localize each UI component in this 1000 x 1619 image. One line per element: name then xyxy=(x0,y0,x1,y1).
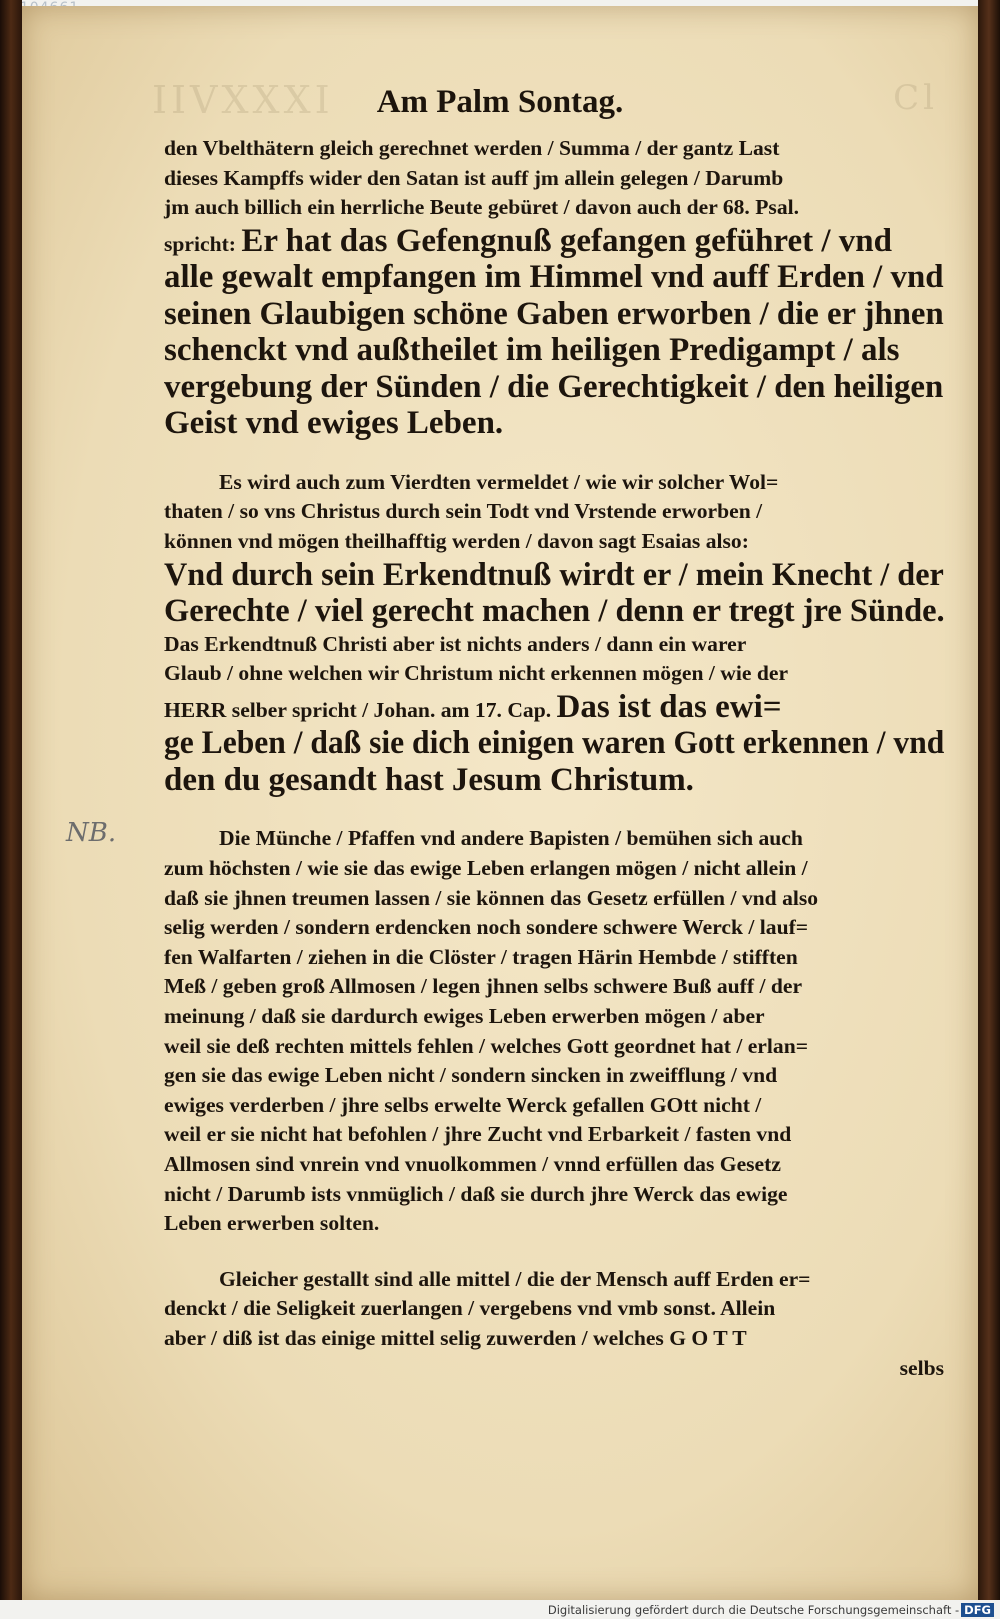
text-line: Das Erkendtnuß Christi aber ist nichts anders / dann ein warer xyxy=(164,631,747,656)
text-line: Glaub / ohne welchen wir Christum nicht erkennen mögen / wie der xyxy=(164,661,789,686)
text-line: den Vbelthätern gleich gerechnet werden / Summa / der gantz Last xyxy=(164,136,780,160)
text-line: ge Leben / daß sie dich einigen waren Gott erkennen / vnd xyxy=(164,725,945,762)
text-line: Allmosen sind vnrein vnd vnuolkommen / vnnd erfüllen das Gesetz xyxy=(164,1151,781,1176)
paragraph xyxy=(164,824,944,1238)
paragraph-gap xyxy=(164,1239,944,1265)
text-run-small: spricht: xyxy=(164,231,242,256)
text-run-small: HERR selber spricht / Johan. am 17. Cap. xyxy=(164,697,557,722)
text-line: alle gewalt empfangen im Himmel vnd auff Erden / vnd xyxy=(164,259,944,296)
text-line: den du gesandt hast Jesum Christum. xyxy=(164,761,694,798)
text-line: können vnd mögen theilhafftig werden / davon sagt Esaias also: xyxy=(164,529,749,554)
running-head: Am Palm Sontag. xyxy=(376,84,624,120)
text-line: aber / diß ist das einige mittel selig zuwerden / welches G O T T xyxy=(164,1325,747,1350)
text-line: nicht / Darumb ists vnmüglich / daß sie durch jhre Werck das ewige xyxy=(164,1181,788,1206)
paragraph xyxy=(164,468,944,799)
text-line: zum höchsten / wie sie das ewige Leben erlangen mögen / nicht allein / xyxy=(164,856,808,881)
text-line xyxy=(164,689,944,726)
text-line: denckt / die Seligkeit zuerlangen / vergebens vnd vmb sonst. Allein xyxy=(164,1296,776,1321)
dfg-logo: DFG xyxy=(961,1603,994,1617)
scan-bottom-strip xyxy=(0,1605,560,1619)
text-line: Gerechte / viel gerecht machen / denn er tregt jre Sünde. xyxy=(164,593,945,630)
show-through-text: Cl xyxy=(893,78,938,118)
paragraph xyxy=(164,1265,944,1383)
text-line: schenckt vnd außtheilet im heiligen Predigampt / als xyxy=(164,332,900,369)
text-run-large: Das ist das ewi= xyxy=(556,688,782,725)
show-through-folio: IIVXXXI xyxy=(152,78,334,122)
text-line: fen Walfarten / ziehen in die Clöster / tragen Härin Hembde / stifften xyxy=(164,944,798,969)
text-line: selig werden / sondern erdencken noch sondere schwere Werck / lauf= xyxy=(164,915,809,940)
text-line: weil er sie nicht hat befohlen / jhre Zucht vnd Erbarkeit / fasten vnd xyxy=(164,1122,792,1147)
paragraph-gap xyxy=(164,442,944,468)
text-line: Gleicher gestallt sind alle mittel / die der Mensch auff Erden er= xyxy=(219,1266,811,1291)
text-line xyxy=(164,223,944,260)
text-line: thaten / so vns Christus durch sein Todt vnd Vrstende erworben / xyxy=(164,499,763,524)
book-page xyxy=(22,6,978,1600)
text-run-large: Er hat das Gefengnuß gefangen geführet / vnd xyxy=(241,222,892,259)
text-line: Vnd durch sein Erkendtnuß wirdt er / mein Knecht / der xyxy=(164,556,944,593)
digitization-credit xyxy=(548,1603,994,1617)
text-line: ewiges verderben / jhre selbs erwelte Werck gefallen GOtt nicht / xyxy=(164,1092,762,1117)
text-line: dieses Kampffs wider den Satan ist auff jm allein gelegen / Darumb xyxy=(164,165,784,190)
credit-text: Digitalisierung gefördert durch die Deutsche Forschungsgemeinschaft - xyxy=(547,1603,960,1617)
text-line: Leben erwerben solten. xyxy=(164,1211,380,1236)
marginal-note: NB. xyxy=(66,818,117,848)
paragraph xyxy=(164,134,944,442)
text-line: selbs xyxy=(899,1355,944,1380)
text-line: Meß / geben groß Allmosen / legen jhnen selbs schwere Buß auff / der xyxy=(164,974,803,999)
paragraph-gap xyxy=(164,798,944,824)
text-line: vergebung der Sünden / die Gerechtigkeit / den heiligen xyxy=(164,368,944,405)
text-line: gen sie das ewige Leben nicht / sondern sincken in zweifflung / vnd xyxy=(164,1063,778,1088)
text-line: jm auch billich ein herrliche Beute gebüret / davon auch der 68. Psal. xyxy=(164,195,800,220)
book-edge-right xyxy=(978,0,1000,1600)
text-line: daß sie jhnen treumen lassen / sie können das Gesetz erfüllen / vnd also xyxy=(164,885,819,910)
text-line: Geist vnd ewiges Leben. xyxy=(164,405,504,442)
text-line: meinung / daß sie dardurch ewiges Leben erwerben mögen / aber xyxy=(164,1004,765,1028)
text-line: seinen Glaubigen schöne Gaben erworben / die er jhnen xyxy=(164,295,944,332)
book-edge-left xyxy=(0,0,22,1600)
text-line: Es wird auch zum Vierdten vermeldet / wie wir solcher Wol= xyxy=(219,469,779,494)
page-body-text xyxy=(164,134,944,1383)
text-line: Die Münche / Pfaffen vnd andere Bapisten / bemühen sich auch xyxy=(219,826,803,851)
text-line: weil sie deß rechten mittels fehlen / welches Gott geordnet hat / erlan= xyxy=(164,1033,809,1058)
